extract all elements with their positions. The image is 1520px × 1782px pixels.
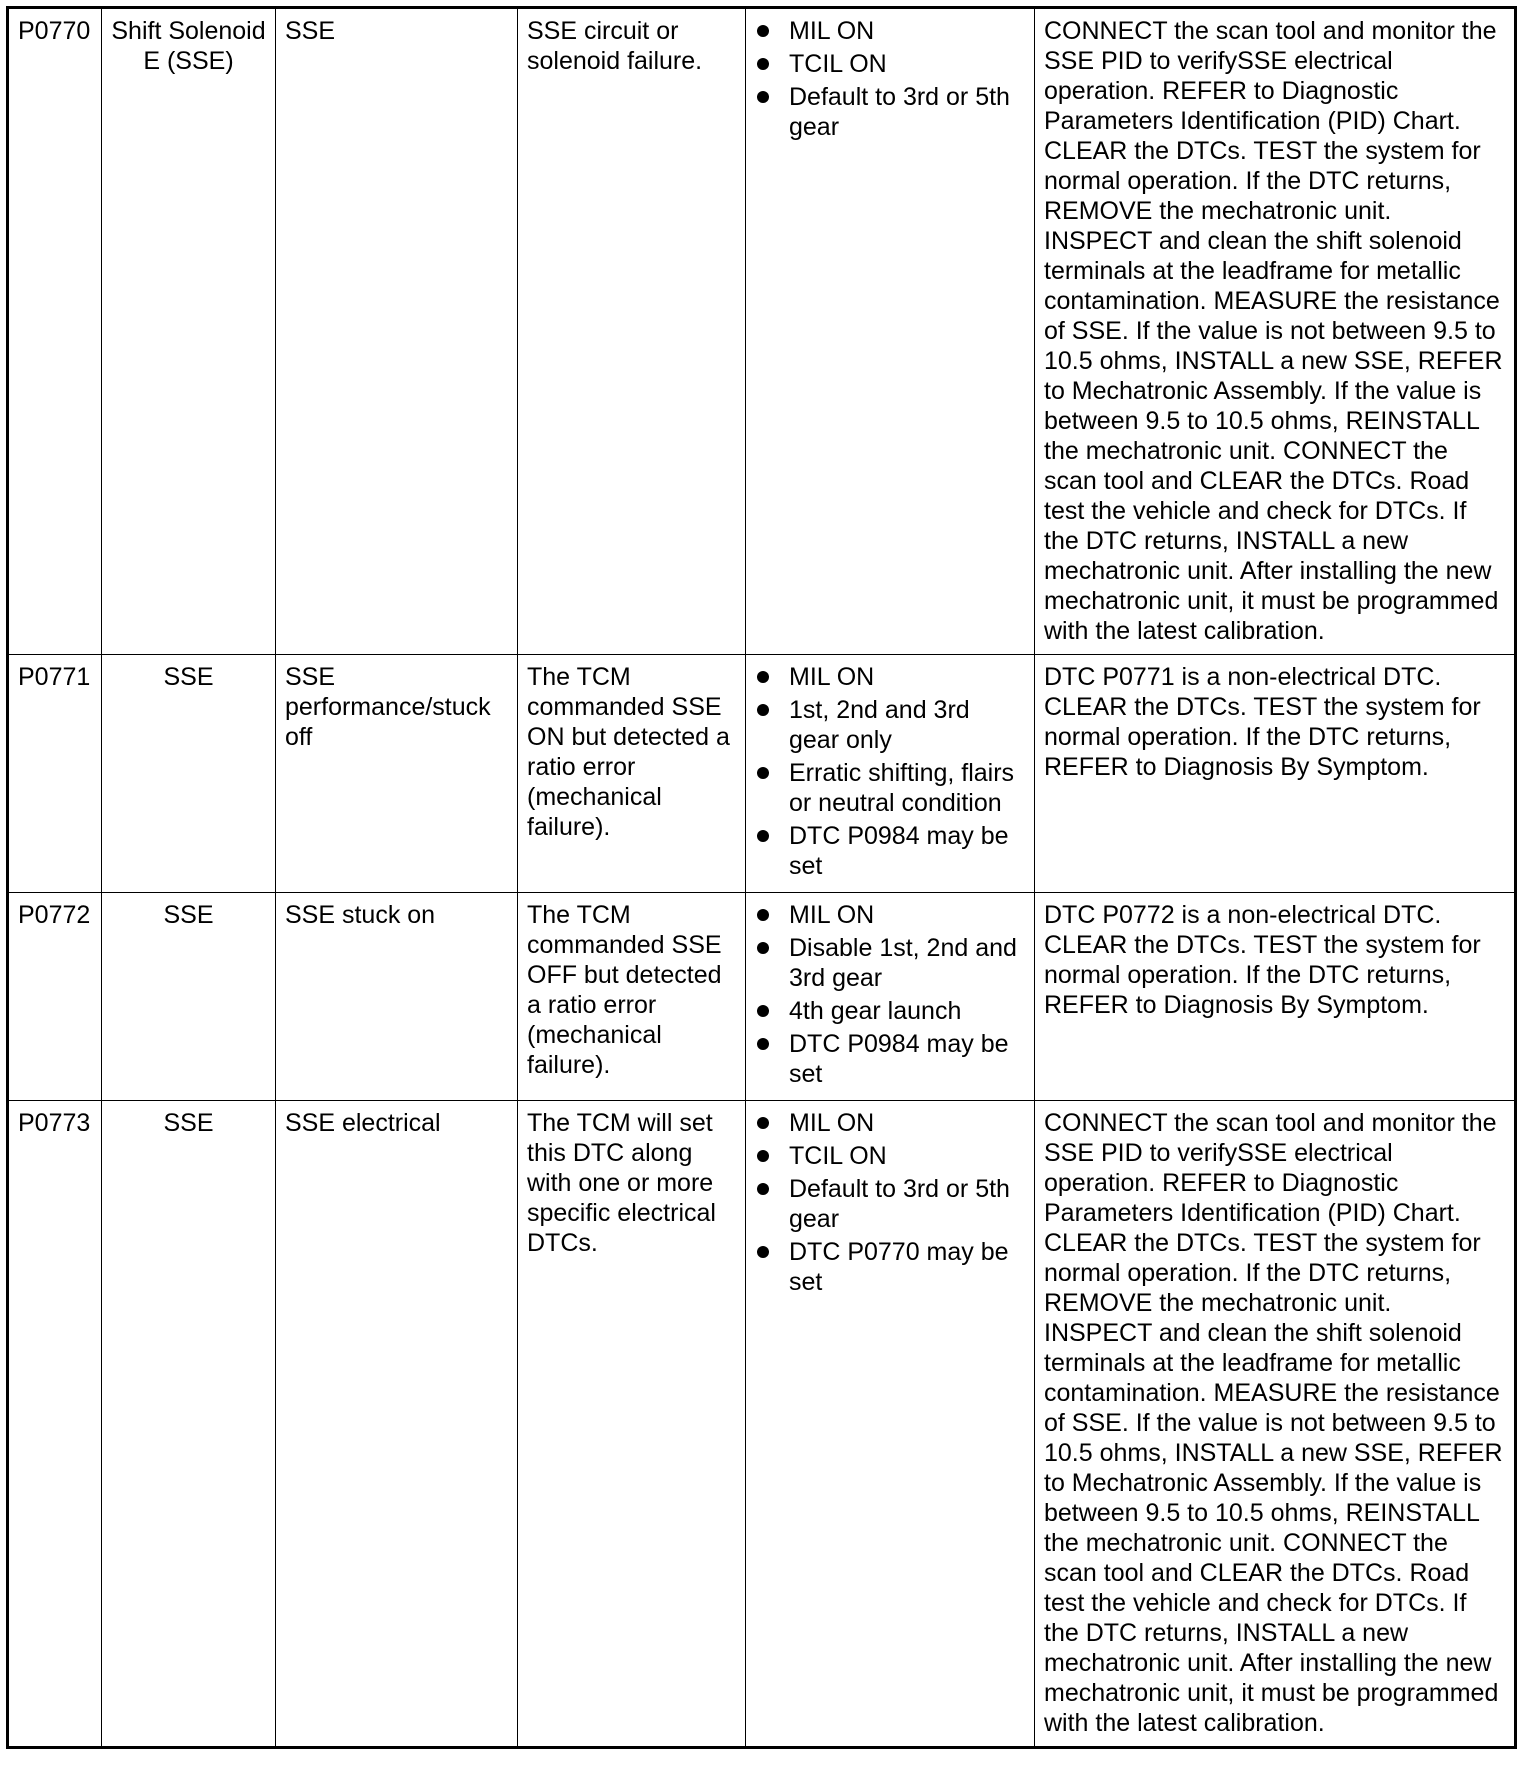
description-cell: SSE stuck on	[276, 893, 518, 1101]
symptoms-cell	[746, 1101, 1035, 1748]
symptom-item: Default to 3rd or 5th gear	[755, 82, 1025, 142]
symptom-item: MIL ON	[755, 900, 1025, 930]
symptom-list	[755, 662, 1025, 881]
symptom-item: DTC P0770 may be set	[755, 1237, 1025, 1297]
condition-cell: The TCM will set this DTC along with one or more specific electrical DTCs.	[518, 1101, 746, 1748]
description-cell: SSE	[276, 8, 518, 655]
dtc-code: P0771	[8, 655, 102, 893]
condition-cell: The TCM commanded SSE OFF but detected a ratio error (mechanical failure).	[518, 893, 746, 1101]
table-row	[8, 1101, 1516, 1748]
symptom-list	[755, 16, 1025, 142]
condition-cell: SSE circuit or solenoid failure.	[518, 8, 746, 655]
component-cell: SSE	[102, 893, 276, 1101]
symptom-item: 4th gear launch	[755, 996, 1025, 1026]
symptom-list	[755, 1108, 1025, 1297]
description-cell: SSE performance/stuck off	[276, 655, 518, 893]
component-cell: Shift Solenoid E (SSE)	[102, 8, 276, 655]
symptom-item: DTC P0984 may be set	[755, 821, 1025, 881]
symptom-item: 1st, 2nd and 3rd gear only	[755, 695, 1025, 755]
symptom-item: MIL ON	[755, 662, 1025, 692]
table-row	[8, 8, 1516, 655]
dtc-table	[6, 6, 1517, 1749]
symptom-item: Disable 1st, 2nd and 3rd gear	[755, 933, 1025, 993]
dtc-code: P0772	[8, 893, 102, 1101]
dtc-code: P0770	[8, 8, 102, 655]
symptom-item: Erratic shifting, flairs or neutral condition	[755, 758, 1025, 818]
symptom-item: TCIL ON	[755, 49, 1025, 79]
action-cell: CONNECT the scan tool and monitor the SSE PID to verifySSE electrical operation. REFER to Diagnostic Parameters Identification (PID) Chart. CLEAR the DTCs. TEST the system for normal operation. If the DTC returns, REMOVE the mechatronic unit. INSPECT and clean the shift solenoid terminals at the leadframe for metallic contamination. MEASURE the resistance of SSE. If the value is not between 9.5 to 10.5 ohms, INSTALL a new SSE, REFER to Mechatronic Assembly. If the value is between 9.5 to 10.5 ohms, REINSTALL the mechatronic unit. CONNECT the scan tool and CLEAR the DTCs. Road test the vehicle and check for DTCs. If the DTC returns, INSTALL a new mechatronic unit. After installing the new mechatronic unit, it must be programmed with the latest calibration.	[1035, 8, 1516, 655]
component-cell: SSE	[102, 1101, 276, 1748]
symptoms-cell	[746, 8, 1035, 655]
symptom-item: MIL ON	[755, 1108, 1025, 1138]
symptom-list	[755, 900, 1025, 1089]
symptom-item: Default to 3rd or 5th gear	[755, 1174, 1025, 1234]
symptom-item: TCIL ON	[755, 1141, 1025, 1171]
action-cell: DTC P0772 is a non-electrical DTC. CLEAR the DTCs. TEST the system for normal operation. If the DTC returns, REFER to Diagnosis By Symptom.	[1035, 893, 1516, 1101]
action-cell: CONNECT the scan tool and monitor the SSE PID to verifySSE electrical operation. REFER to Diagnostic Parameters Identification (PID) Chart. CLEAR the DTCs. TEST the system for normal operation. If the DTC returns, REMOVE the mechatronic unit. INSPECT and clean the shift solenoid terminals at the leadframe for metallic contamination. MEASURE the resistance of SSE. If the value is not between 9.5 to 10.5 ohms, INSTALL a new SSE, REFER to Mechatronic Assembly. If the value is between 9.5 to 10.5 ohms, REINSTALL the mechatronic unit. CONNECT the scan tool and CLEAR the DTCs. Road test the vehicle and check for DTCs. If the DTC returns, INSTALL a new mechatronic unit. After installing the new mechatronic unit, it must be programmed with the latest calibration.	[1035, 1101, 1516, 1748]
condition-cell: The TCM commanded SSE ON but detected a ratio error (mechanical failure).	[518, 655, 746, 893]
component-cell: SSE	[102, 655, 276, 893]
symptom-item: MIL ON	[755, 16, 1025, 46]
table-row	[8, 655, 1516, 893]
symptom-item: DTC P0984 may be set	[755, 1029, 1025, 1089]
dtc-code: P0773	[8, 1101, 102, 1748]
symptoms-cell	[746, 655, 1035, 893]
symptoms-cell	[746, 893, 1035, 1101]
description-cell: SSE electrical	[276, 1101, 518, 1748]
action-cell: DTC P0771 is a non-electrical DTC. CLEAR the DTCs. TEST the system for normal operation. If the DTC returns, REFER to Diagnosis By Symptom.	[1035, 655, 1516, 893]
table-row	[8, 893, 1516, 1101]
